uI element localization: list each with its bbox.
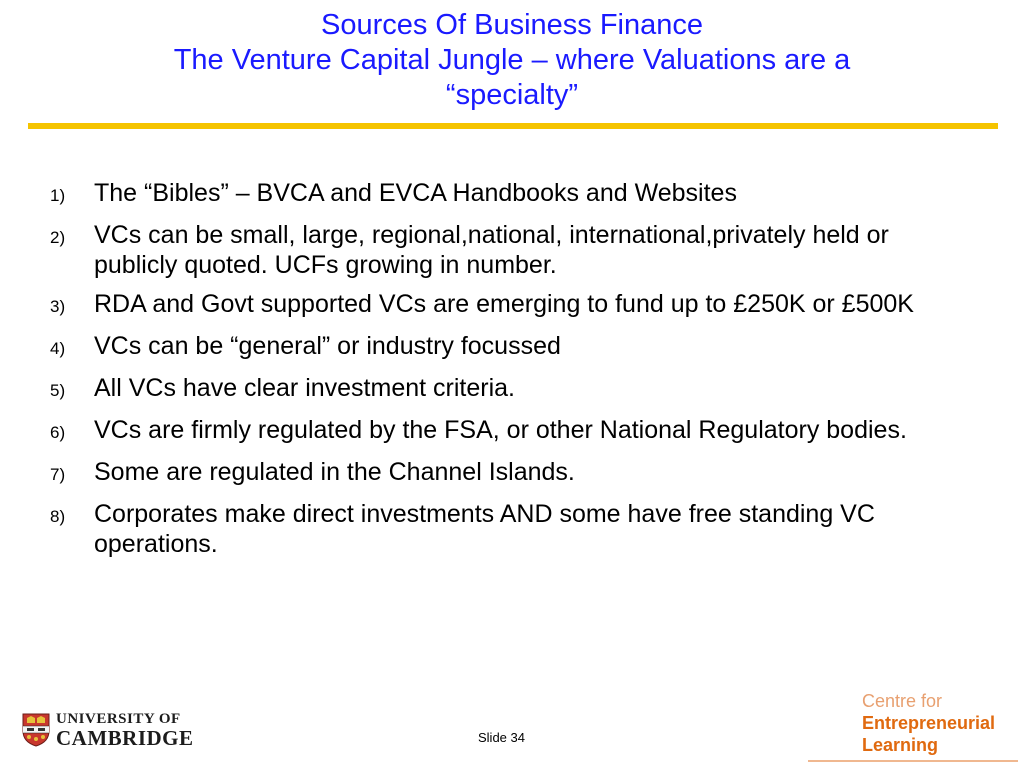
slide-title: [40, 8, 984, 113]
list-item: [50, 457, 960, 490]
list-item-text: VCs are firmly regulated by the FSA, or other National Regulatory bodies.: [94, 416, 907, 444]
list-item-text: RDA and Govt supported VCs are emerging to fund up to £250K or £500K: [94, 290, 914, 318]
centre-logo-rule: [808, 760, 1018, 762]
list-item: [50, 331, 960, 364]
title-line-1: Sources Of Business Finance: [320, 9, 703, 41]
title-line-3: “specialty”: [445, 79, 579, 111]
centre-line-3: Learning: [862, 735, 939, 755]
list-item-number: 1): [50, 186, 66, 205]
list-item: [50, 373, 960, 406]
slide-number: Slide 34: [478, 730, 525, 745]
university-wordmark: [56, 711, 194, 749]
centre-line-1: Centre for: [862, 691, 943, 711]
list-item-text: VCs can be small, large, regional,national, international,privately held or publicly quoted. UCFs growing in number.: [94, 221, 889, 279]
list-item: [50, 178, 960, 211]
list-item-number: 3): [50, 297, 66, 316]
title-line-2: The Venture Capital Jungle – where Valuations are a: [173, 44, 851, 76]
list-item-text: Some are regulated in the Channel Islands.: [94, 458, 575, 486]
list-item: [50, 289, 960, 322]
university-line-1: UNIVERSITY OF: [56, 711, 181, 727]
list-item: [50, 220, 960, 280]
centre-line-2: Entrepreneurial: [862, 713, 996, 733]
list-item-number: 8): [50, 507, 66, 526]
university-line-2: CAMBRIDGE: [56, 726, 194, 750]
list-item-number: 4): [50, 339, 66, 358]
university-logo: [22, 710, 194, 750]
list-item: [50, 415, 960, 448]
list-item-text: VCs can be “general” or industry focussed: [94, 332, 561, 360]
list-item: [50, 499, 960, 559]
list-item-number: 7): [50, 465, 66, 484]
cambridge-crest-icon: [22, 713, 50, 747]
centre-logo: [862, 690, 1012, 756]
list-item-text: All VCs have clear investment criteria.: [94, 374, 515, 402]
list-item-number: 2): [50, 228, 66, 247]
bullet-list: [50, 178, 960, 568]
title-divider: [28, 123, 998, 129]
list-item-number: 5): [50, 381, 66, 400]
list-item-number: 6): [50, 423, 66, 442]
list-item-text: Corporates make direct investments AND some have free standing VC operations.: [94, 500, 875, 558]
list-item-text: The “Bibles” – BVCA and EVCA Handbooks and Websites: [94, 179, 737, 207]
